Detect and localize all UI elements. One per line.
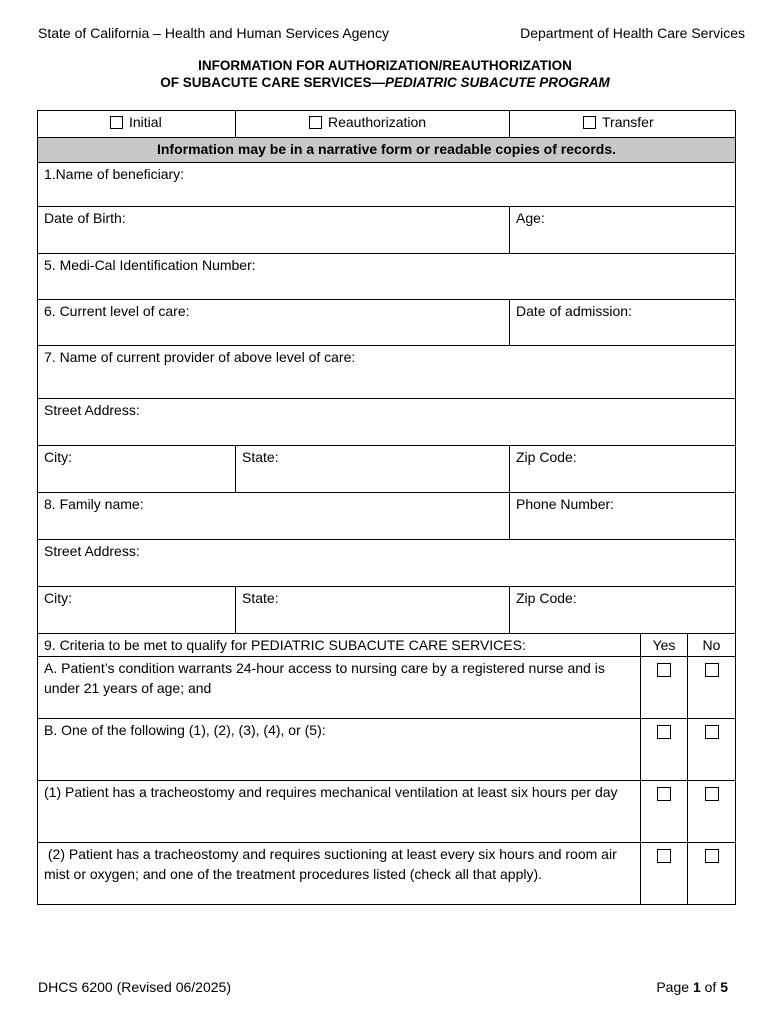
criteria-heading: 9. Criteria to be met to qualify for PEDIATRIC SUBACUTE CARE SERVICES: [38, 634, 641, 657]
beneficiary-name-field[interactable]: 1.Name of beneficiary: [38, 163, 736, 207]
phone-field[interactable]: Phone Number: [510, 493, 736, 540]
initial-option[interactable] [38, 111, 236, 138]
page-number: 1 [692, 979, 701, 995]
criterion-b1-no-checkbox[interactable] [705, 787, 719, 801]
page-indicator [656, 979, 728, 995]
authorization-form [37, 110, 736, 905]
criterion-b2-yes-checkbox[interactable] [657, 849, 671, 863]
criterion-b2: (2) Patient has a tracheostomy and requires suctioning at least every six hours and room air mist or oxygen; and one of the treatment procedures listed (check all that apply). [38, 843, 641, 905]
header-department: Department of Health Care Services [520, 25, 745, 41]
medical-id-field[interactable]: 5. Medi-Cal Identification Number: [38, 254, 736, 300]
criterion-b2-no-checkbox[interactable] [705, 849, 719, 863]
form-title-line2-plain: OF SUBACUTE CARE SERVICES— [160, 75, 385, 90]
family-state-field[interactable]: State: [236, 587, 510, 634]
criterion-b-no[interactable] [688, 719, 736, 781]
age-field[interactable]: Age: [510, 207, 736, 254]
family-zip-field[interactable]: Zip Code: [510, 587, 736, 634]
form-title-line2 [0, 75, 770, 90]
initial-checkbox[interactable] [110, 116, 123, 129]
criterion-b1-no[interactable] [688, 781, 736, 843]
family-name-field[interactable]: 8. Family name: [38, 493, 510, 540]
page-total: 5 [720, 979, 728, 995]
criterion-b2-no[interactable] [688, 843, 736, 905]
criterion-a-yes[interactable] [641, 657, 688, 719]
provider-name-field[interactable]: 7. Name of current provider of above level of care: [38, 346, 736, 399]
admission-date-field[interactable]: Date of admission: [510, 300, 736, 346]
provider-street-field[interactable]: Street Address: [38, 399, 736, 446]
provider-city-field[interactable]: City: [38, 446, 236, 493]
criterion-b1: (1) Patient has a tracheostomy and requires mechanical ventilation at least six hours per day [38, 781, 641, 843]
criterion-a: A. Patient’s condition warrants 24-hour access to nursing care by a registered nurse and is under 21 years of age; and [38, 657, 641, 719]
initial-label: Initial [129, 114, 162, 130]
criterion-b1-yes[interactable] [641, 781, 688, 843]
page-prefix: Page [656, 979, 693, 995]
family-city-field[interactable]: City: [38, 587, 236, 634]
criterion-b1-yes-checkbox[interactable] [657, 787, 671, 801]
reauthorization-option[interactable] [236, 111, 510, 138]
provider-zip-field[interactable]: Zip Code: [510, 446, 736, 493]
transfer-option[interactable] [510, 111, 736, 138]
current-level-field[interactable]: 6. Current level of care: [38, 300, 510, 346]
form-id: DHCS 6200 (Revised 06/2025) [38, 979, 231, 995]
criterion-a-no-checkbox[interactable] [705, 663, 719, 677]
transfer-label: Transfer [602, 114, 654, 130]
dob-field[interactable]: Date of Birth: [38, 207, 510, 254]
reauthorization-checkbox[interactable] [309, 116, 322, 129]
form-title-line2-italic: PEDIATRIC SUBACUTE PROGRAM [385, 75, 610, 90]
yes-column-header: Yes [641, 634, 688, 657]
criterion-b-yes-checkbox[interactable] [657, 725, 671, 739]
family-street-field[interactable]: Street Address: [38, 540, 736, 587]
form-title-line1: INFORMATION FOR AUTHORIZATION/REAUTHORIZATION [198, 58, 572, 73]
criterion-b: B. One of the following (1), (2), (3), (4), or (5): [38, 719, 641, 781]
transfer-checkbox[interactable] [583, 116, 596, 129]
narrative-note: Information may be in a narrative form or readable copies of records. [38, 138, 736, 163]
criterion-b-yes[interactable] [641, 719, 688, 781]
criterion-b2-yes[interactable] [641, 843, 688, 905]
criterion-b-no-checkbox[interactable] [705, 725, 719, 739]
reauthorization-label: Reauthorization [328, 114, 427, 130]
page-mid: of [700, 979, 721, 995]
provider-state-field[interactable]: State: [236, 446, 510, 493]
no-column-header: No [688, 634, 736, 657]
criterion-a-yes-checkbox[interactable] [657, 663, 671, 677]
criterion-a-no[interactable] [688, 657, 736, 719]
header-agency: State of California – Health and Human Services Agency [38, 25, 389, 41]
